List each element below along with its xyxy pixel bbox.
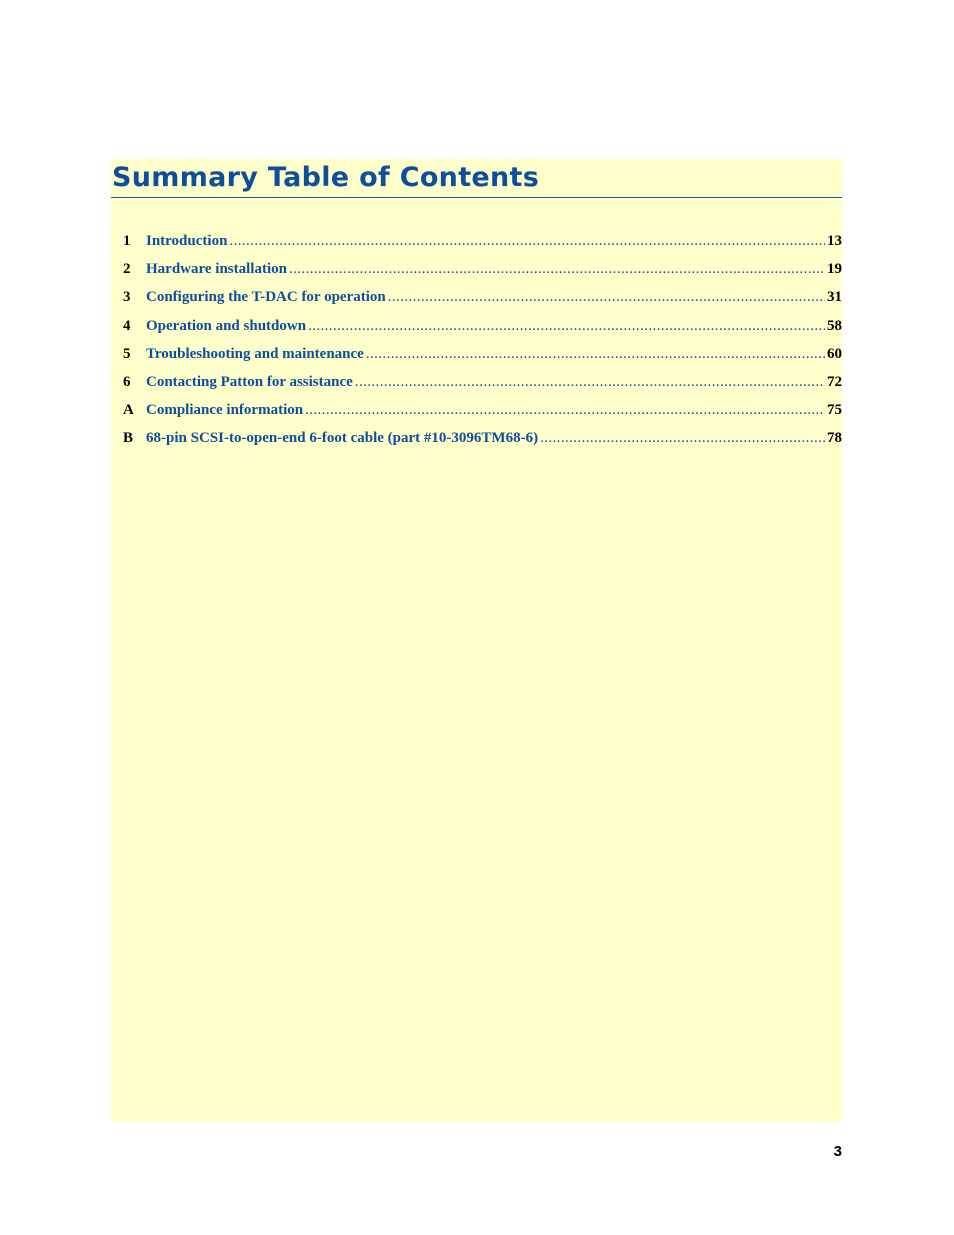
toc-entry-number: 2 xyxy=(123,261,131,278)
toc-entry-title[interactable]: Troubleshooting and maintenance xyxy=(146,345,364,362)
toc-entry-number: 1 xyxy=(123,233,131,249)
toc-entry-5[interactable] xyxy=(123,346,842,374)
toc-entry-page: 58 xyxy=(827,317,842,334)
toc-entry-number: A xyxy=(123,402,134,419)
toc-entry-page: 72 xyxy=(827,373,842,390)
toc-entry-page: 78 xyxy=(827,430,842,447)
toc-entry-number: 6 xyxy=(123,373,131,390)
toc-entry-number: 5 xyxy=(123,345,131,362)
toc-entry-page: 31 xyxy=(827,289,842,306)
toc-entry-2[interactable] xyxy=(123,261,842,289)
toc-entry-page: 60 xyxy=(827,345,842,362)
page-title: Summary Table of Contents xyxy=(112,162,540,193)
toc-dot-leader xyxy=(229,233,825,250)
toc-panel xyxy=(111,159,842,1122)
toc-entry-title[interactable]: Hardware installation xyxy=(146,261,287,278)
toc-list xyxy=(123,233,842,459)
toc-entry-number: 4 xyxy=(123,317,131,334)
toc-dot-leader xyxy=(355,374,825,391)
toc-entry-number: 3 xyxy=(123,289,131,306)
toc-entry-page: 75 xyxy=(827,402,842,419)
page-number: 3 xyxy=(833,1143,842,1160)
toc-entry-title[interactable]: Contacting Patton for assistance xyxy=(146,373,353,390)
toc-entry-page: 19 xyxy=(827,261,842,278)
toc-entry-6[interactable] xyxy=(123,374,842,402)
toc-dot-leader xyxy=(305,402,825,419)
toc-dot-leader xyxy=(366,346,825,363)
toc-dot-leader xyxy=(308,318,825,335)
toc-entry-title[interactable]: Compliance information xyxy=(146,402,304,419)
toc-entry-3[interactable] xyxy=(123,289,842,317)
title-rule xyxy=(111,197,842,198)
toc-dot-leader xyxy=(540,430,825,447)
toc-entry-title[interactable]: 68-pin SCSI-to-open-end 6-foot cable (part #10-3096TM68-6) xyxy=(146,430,539,447)
toc-entry-title[interactable]: Introduction xyxy=(146,233,228,249)
toc-entry-1[interactable] xyxy=(123,233,842,261)
toc-entry-4[interactable] xyxy=(123,318,842,346)
toc-entry-a[interactable] xyxy=(123,402,842,430)
toc-entry-page: 13 xyxy=(827,233,842,249)
toc-entry-b[interactable] xyxy=(123,430,842,458)
toc-entry-title[interactable]: Configuring the T-DAC for operation xyxy=(146,289,386,306)
toc-entry-number: B xyxy=(123,430,134,447)
toc-entry-title[interactable]: Operation and shutdown xyxy=(146,317,307,334)
toc-dot-leader xyxy=(388,289,825,306)
toc-dot-leader xyxy=(289,261,825,278)
